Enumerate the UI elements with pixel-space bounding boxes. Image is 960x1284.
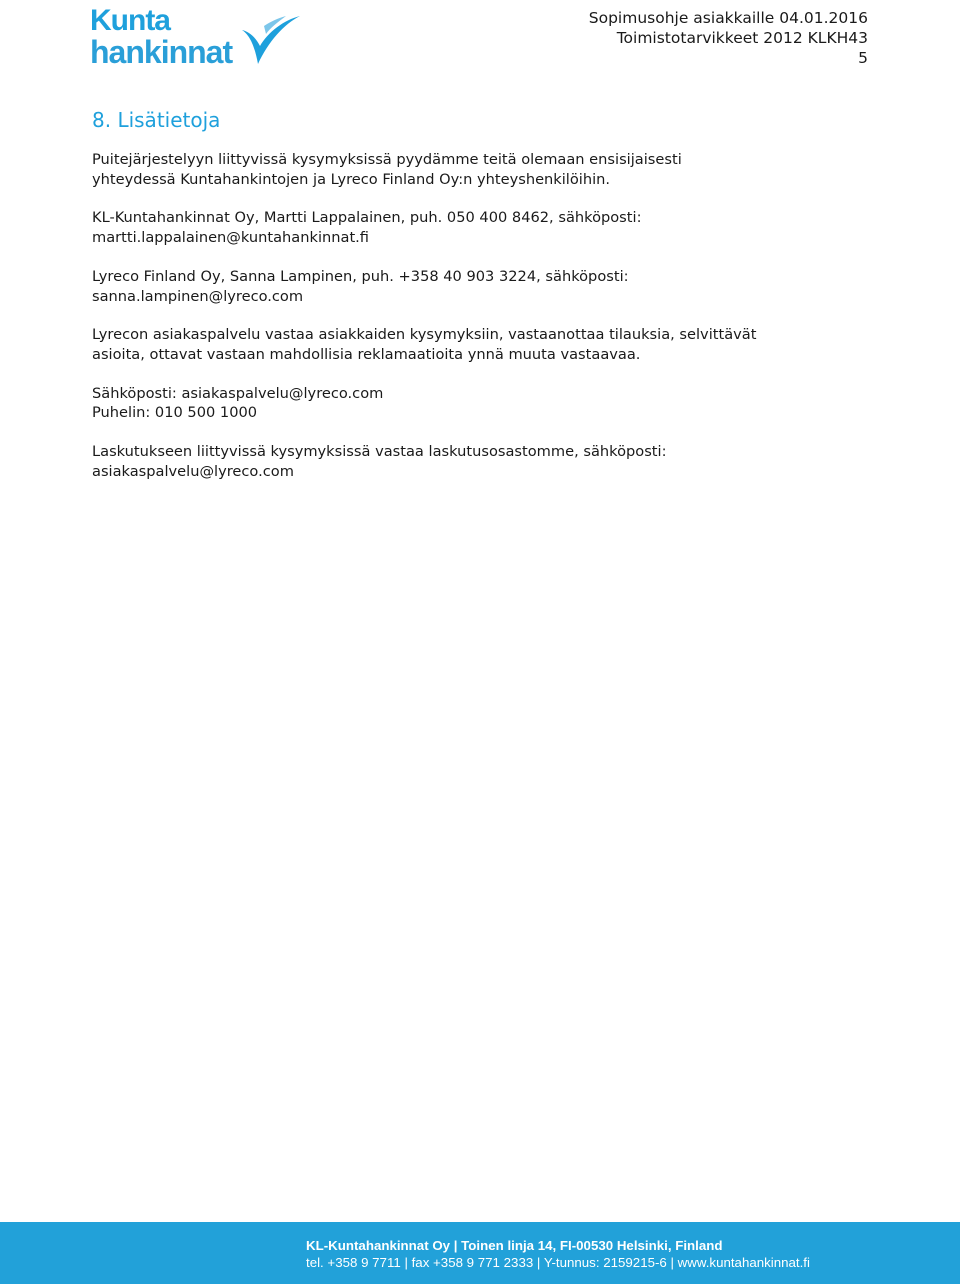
- footer-address: KL-Kuntahankinnat Oy | Toinen linja 14, FI-00530 Helsinki, Finland: [306, 1238, 723, 1253]
- text-line: KL-Kuntahankinnat Oy, Martti Lappalainen, puh. 050 400 8462, sähköposti:: [92, 209, 642, 227]
- logo-word-hankinnat: hankinnat: [90, 34, 233, 70]
- email-text: sanna.lampinen@lyreco.com: [92, 287, 304, 305]
- paragraph-invoicing: [92, 442, 852, 481]
- text-line: Lyreco Finland Oy, Sanna Lampinen, puh. +358 40 903 3224, sähköposti:: [92, 267, 629, 285]
- footer-text: [306, 1237, 810, 1271]
- kuntahankinnat-logo: [90, 4, 310, 70]
- document-title: Sopimusohje asiakkaille 04.01.2016: [588, 9, 868, 27]
- email-text: martti.lappalainen@kuntahankinnat.fi: [92, 229, 369, 247]
- text-line: asioita, ottavat vastaan mahdollisia reklamaatioita ynnä muuta vastaavaa.: [92, 345, 641, 363]
- text-line: yhteydessä Kuntahankintojen ja Lyreco Finland Oy:n yhteyshenkilöihin.: [92, 170, 611, 188]
- paragraph-service-contacts: [92, 384, 852, 423]
- text-line: Laskutukseen liittyvissä kysymyksissä vastaa laskutusosastomme, sähköposti:: [92, 443, 667, 461]
- email-text: asiakaspalvelu@lyreco.com: [92, 462, 294, 480]
- text-line: Puitejärjestelyyn liittyvissä kysymyksissä pyydämme teitä olemaan ensisijaisesti: [92, 151, 682, 168]
- paragraph-customer-service: [92, 325, 852, 364]
- bird-check-icon: [240, 12, 302, 68]
- footer-contact-info: tel. +358 9 7711 | fax +358 9 771 2333 | Y-tunnus: 2159215-6 | www.kuntahankinnat.fi: [306, 1255, 810, 1270]
- email-text: Sähköposti: asiakaspalvelu@lyreco.com: [92, 384, 384, 402]
- paragraph-lyreco-contact: [92, 267, 852, 306]
- document-body: [92, 150, 852, 500]
- paragraph-intro: [92, 150, 852, 189]
- document-subtitle: Toimistotarvikkeet 2012 KLKH43: [616, 29, 868, 47]
- document-header: [589, 8, 868, 68]
- phone-text: Puhelin: 010 500 1000: [92, 404, 258, 422]
- logo-word-kunta: Kunta: [90, 4, 170, 37]
- page-footer: [0, 1222, 960, 1284]
- page-number: 5: [858, 49, 868, 67]
- text-line: Lyrecon asiakaspalvelu vastaa asiakkaiden kysymyksiin, vastaanottaa tilauksia, selvittävät: [92, 326, 757, 344]
- paragraph-kuntahankinnat-contact: [92, 208, 852, 247]
- section-title: 8. Lisätietoja: [92, 108, 221, 132]
